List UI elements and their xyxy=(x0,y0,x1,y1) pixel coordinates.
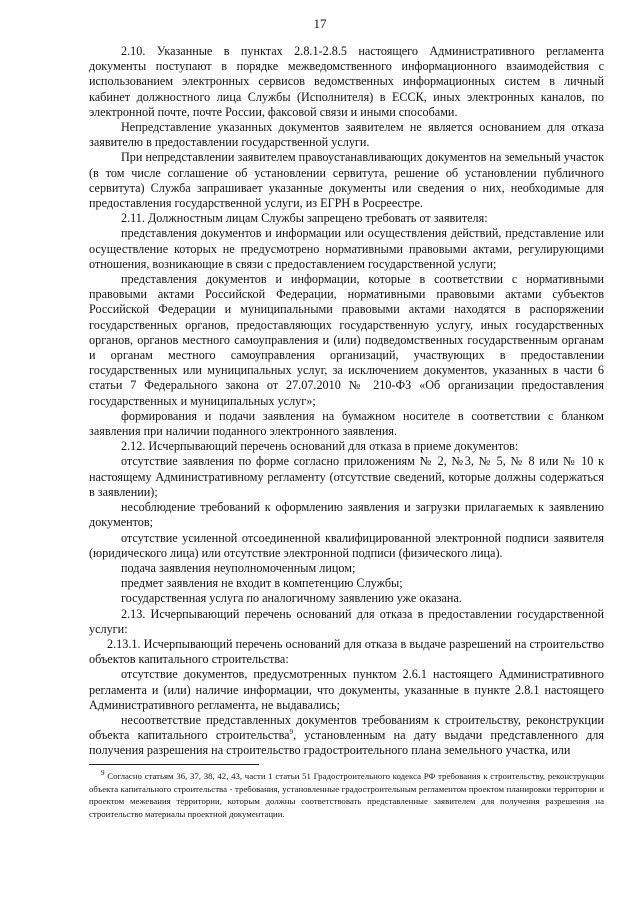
paragraph-grounds-2-end: , установленным на дату выдачи представленного для получения разрешения на строительство градостроительного плана земельного участка, или xyxy=(89,728,604,758)
paragraph-2-10: 2.10. Указанные в пунктах 2.8.1-2.8.5 настоящего Административного регламента документы поступают в порядке межведомственного информационного взаимодействия с использованием электронных сервисов ведомственных информационных систем в личный кабинет должностного лица Службы (Исполнителя) в ЕССК, иных электронных каналов, по электронной почте, почте России, факсовой связи и иными способами. xyxy=(89,44,604,119)
paragraph-non-submission: Непредставление указанных документов заявителем не является основанием для отказа заявителю в предоставлении государственной услуги. xyxy=(89,120,604,150)
paragraph-grounds-2 xyxy=(89,713,604,759)
paragraph-prohibited-3: формирования и подачи заявления на бумажном носителе в соответствии с бланком заявления при наличии поданного электронного заявления. xyxy=(89,408,604,439)
paragraph-refusal-4: подача заявления неуполномоченным лицом; xyxy=(121,560,356,575)
page-number: 17 xyxy=(313,16,327,31)
footnote xyxy=(89,770,604,820)
paragraph-grounds-2-start: несоответствие представленных документов требованиям к строительству, реконструкции объекта капитального строительства xyxy=(89,712,604,743)
paragraph-2-13-1: 2.13.1. Исчерпывающий перечень оснований для отказа в выдаче разрешений на строительство объектов капитального строительства: xyxy=(89,636,604,667)
paragraph-refusal-5: предмет заявления не входит в компетенцию Службы; xyxy=(121,576,403,591)
footnote-reference[interactable]: 9 xyxy=(289,728,294,737)
document-body xyxy=(89,44,604,759)
paragraph-grounds-1: отсутствие документов, предусмотренных пунктом 2.6.1 настоящего Административного регламента и (или) наличие информации, что документы, указанные в пункте 2.8.1 настоящего Административного регламента, не выдавались; xyxy=(89,667,604,712)
paragraph-2-13: 2.13. Исчерпывающий перечень оснований для отказа в предоставлении государственной услуги: xyxy=(89,606,604,636)
paragraph-land-documents: При непредставлении заявителем правоустанавливающих документов на земельный участок (в том числе соглашение об установлении сервитута, решение об установлении публичного сервитута) Служба запрашивает указанные документы или сведения о них, необходимые для предоставления государственной услуги, из ЕГРН в Росреестре. xyxy=(89,150,604,211)
paragraph-refusal-1: отсутствие заявления по форме согласно приложениям № 2, №3, № 5, № 8 или № 10 к настоящему Административному регламенту (отсутствие сведений, которые должны содержаться в заявлении); xyxy=(89,454,604,499)
paragraph-2-12: 2.12. Исчерпывающий перечень оснований для отказа в приеме документов: xyxy=(121,439,519,454)
paragraph-prohibited-1: представления документов и информации или осуществления действий, представление или осуществление которых не предусмотрено нормативными правовыми актами, регулирующими отношения, возникающие в связи с предоставлением государственной услуги; xyxy=(89,226,604,271)
footnote-text: Согласно статьям 36, 37, 38, 42, 43, части 1 статьи 51 Градостроительного кодекса РФ требования к строительству, реконструкции объекта капитального строительства - требования, установленные градостроительным регламентом проектом планировки территории и проектом межевания территории, которым должны соответствовать представленные заявителем для получения разрешения на строительство материалы проектной документации. xyxy=(89,771,604,819)
paragraph-2-11: 2.11. Должностным лицам Службы запрещено требовать от заявителя: xyxy=(121,211,488,226)
footnote-separator xyxy=(89,764,259,765)
paragraph-refusal-6: государственная услуга по аналогичному заявлению уже оказана. xyxy=(121,591,462,606)
paragraph-refusal-3: отсутствие усиленной отсоединенной квалифицированной электронной подписи заявителя (юридического лица) или отсутствие электронной подписи (физического лица). xyxy=(89,530,604,560)
paragraph-refusal-2: несоблюдение требований к оформлению заявления и загрузки прилагаемых к заявлению документов; xyxy=(89,500,604,530)
paragraph-prohibited-2: представления документов и информации, которые в соответствии с нормативными правовыми актами Российской Федерации, нормативными правовыми актами субъектов Российской Федерации и муниципальными правовыми актами находятся в распоряжении государственных органов, предоставляющих государственную услугу, иных государственных органов, органов местного самоуправления и (или) подведомственных государственным органам и органам местного самоуправления организаций, участвующих в предоставлении государственных или муниципальных услуг, за исключением документов, указанных в части 6 статьи 7 Федерального закона от 27.07.2010 № 210-ФЗ «Об организации предоставления государственных и муниципальных услуг»; xyxy=(89,272,604,408)
footnote-marker: 9 xyxy=(101,769,105,778)
